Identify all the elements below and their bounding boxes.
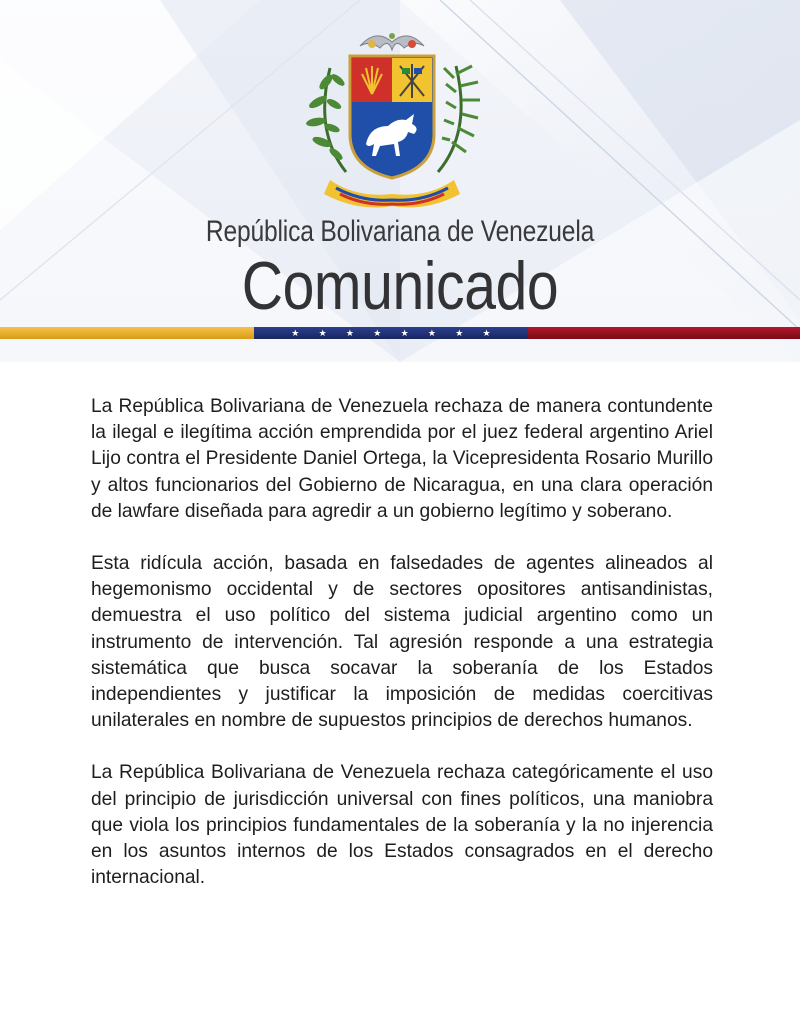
star-icon: ★ (345, 328, 354, 338)
star-icon: ★ (427, 328, 436, 338)
coat-of-arms-emblem (296, 22, 488, 212)
star-icon: ★ (318, 328, 327, 338)
star-icon: ★ (373, 328, 382, 338)
flag-blue-stripe (254, 327, 528, 339)
statement-body (91, 394, 713, 917)
flag-color-bar (0, 327, 800, 339)
flag-red-stripe (528, 327, 800, 339)
flag-yellow-stripe (0, 327, 254, 339)
paragraph-1: La República Bolivariana de Venezuela rechaza de manera contundente la ilegal e ilegítima acción emprendida por el juez federal argentino Ariel Lijo contra el Presidente Daniel Ortega, la Vicepresidenta Rosario Murillo y altos funcionarios del Gobierno de Nicaragua, en una clara operación de lawfare diseñada para agredir a un gobierno legítimo y soberano. (91, 396, 713, 522)
star-icon: ★ (291, 328, 300, 338)
paragraph-3: La República Bolivariana de Venezuela rechaza categóricamente el uso del principio de jurisdicción universal con fines políticos, una maniobra que viola los principios fundamentales de la soberanía y la no injerencia en los asuntos internos de los Estados consagrados en el derecho internacional. (91, 762, 713, 889)
issuer-name: República Bolivariana de Venezuela (205, 215, 595, 248)
star-icon: ★ (482, 328, 491, 338)
star-icon: ★ (455, 328, 464, 338)
paragraph-2: Esta ridícula acción, basada en falsedades de agentes alineados al hegemonismo occidental y de sectores opositores antisandinistas, demuestra el uso político del sistema judicial argentino como un instrumento de intervención. Tal agresión responde a una estrategia sistemática que busca socavar la soberanía de los Estados independientes y justificar la imposición de medidas coercitivas unilaterales en nombre de supuestos principios de derechos humanos. (91, 553, 713, 732)
page-title: Comunicado (241, 248, 559, 324)
star-icon: ★ (400, 328, 409, 338)
letterhead (0, 0, 800, 362)
